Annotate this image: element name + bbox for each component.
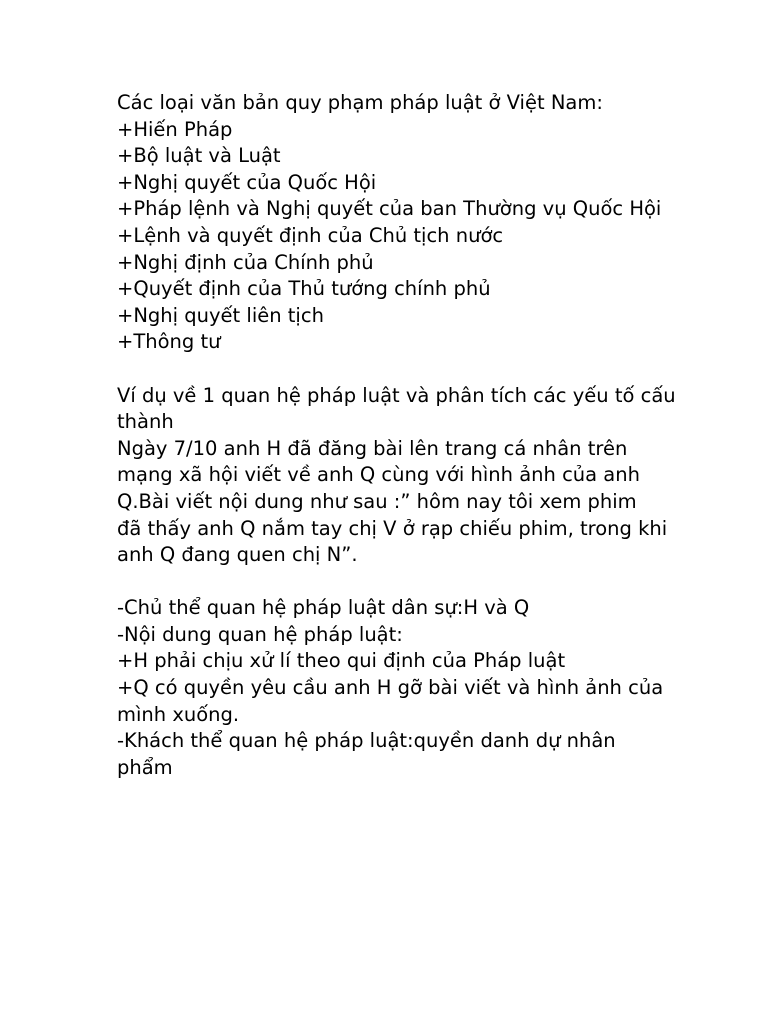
paragraph-spacer	[117, 356, 677, 383]
analysis-line: mình xuống.	[117, 702, 240, 726]
paragraph-line: Ví dụ về 1 quan hệ pháp luật và phân tích các yếu tố cấu	[117, 383, 676, 407]
list-item: +Pháp lệnh và Nghị quyết của ban Thường vụ Quốc Hội	[117, 197, 662, 221]
analysis-line: -Nội dung quan hệ pháp luật:	[117, 622, 403, 646]
analysis-line: -Khách thể quan hệ pháp luật:quyền danh dự nhân	[117, 729, 616, 753]
list-item: +Thông tư	[117, 330, 221, 354]
list-item: +Lệnh và quyết định của Chủ tịch nước	[117, 223, 504, 247]
list-item: +Nghị quyết liên tịch	[117, 303, 324, 327]
paragraph-line: anh Q đang quen chị N”.	[117, 543, 358, 567]
analysis-line: +H phải chịu xử lí theo qui định của Pháp luật	[117, 649, 566, 673]
paragraph-spacer	[117, 569, 677, 596]
analysis-line: +Q có quyền yêu cầu anh H gỡ bài viết và hình ảnh của	[117, 676, 664, 700]
paragraph-line: mạng xã hội viết về anh Q cùng với hình ảnh của anh	[117, 463, 640, 487]
section1-heading: Các loại văn bản quy phạm pháp luật ở Việt Nam:	[117, 91, 603, 114]
list-item: +Nghị định của Chính phủ	[117, 250, 374, 274]
analysis-line: phẩm	[117, 755, 173, 779]
list-item: +Hiến Pháp	[117, 117, 233, 141]
list-item: +Nghị quyết của Quốc Hội	[117, 170, 377, 194]
paragraph-line: Q.Bài viết nội dung như sau :” hôm nay tôi xem phim	[117, 489, 637, 513]
list-item: +Bộ luật và Luật	[117, 144, 281, 168]
paragraph-line: Ngày 7/10 anh H đã đăng bài lên trang cá nhân trên	[117, 436, 628, 460]
paragraph-line: đã thấy anh Q nắm tay chị V ở rạp chiếu phim, trong khi	[117, 516, 668, 540]
analysis-line: -Chủ thể quan hệ pháp luật dân sự:H và Q	[117, 596, 530, 620]
list-item: +Quyết định của Thủ tướng chính phủ	[117, 277, 491, 301]
paragraph-line: thành	[117, 410, 174, 434]
document-body	[117, 90, 677, 781]
